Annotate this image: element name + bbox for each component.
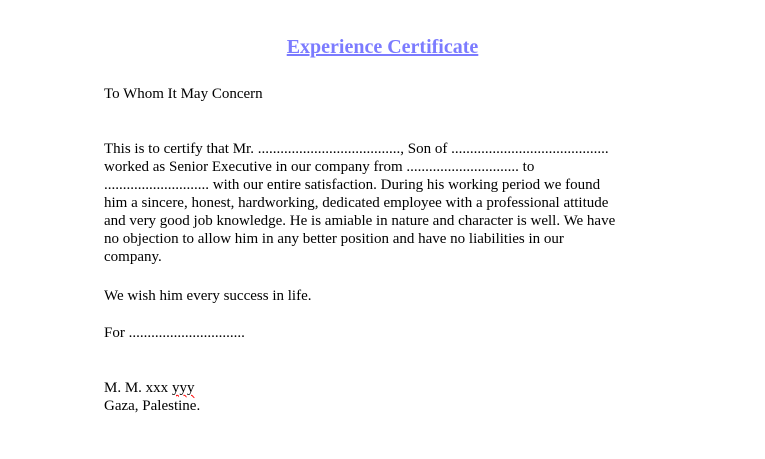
signer-name bbox=[104, 379, 664, 397]
signer-location: Gaza, Palestine. bbox=[104, 398, 201, 414]
body-line: and very good job knowledge. He is amiable in nature and character is well. We have bbox=[104, 213, 616, 229]
body-line: company. bbox=[104, 249, 162, 265]
signer-name-prefix: M. M. xxx bbox=[104, 380, 172, 396]
body-line: worked as Senior Executive in our company from .............................. to bbox=[104, 159, 535, 175]
body-line: ............................ with our entire satisfaction. During his working period we found bbox=[104, 177, 601, 193]
for-line: For ............................... bbox=[104, 325, 245, 341]
signer-name-misspelled: yyy bbox=[171, 380, 195, 396]
salutation: To Whom It May Concern bbox=[104, 86, 263, 102]
closing-wish: We wish him every success in life. bbox=[104, 288, 312, 304]
body-line: This is to certify that Mr. ......................................, Son of .......................................... bbox=[104, 141, 609, 157]
body-line: him a sincere, honest, hardworking, dedicated employee with a professional attitude bbox=[104, 195, 609, 211]
certificate-title: Experience Certificate bbox=[286, 36, 479, 58]
body-line: no objection to allow him in any better position and have no liabilities in our bbox=[104, 231, 564, 247]
certificate-body bbox=[104, 140, 664, 266]
